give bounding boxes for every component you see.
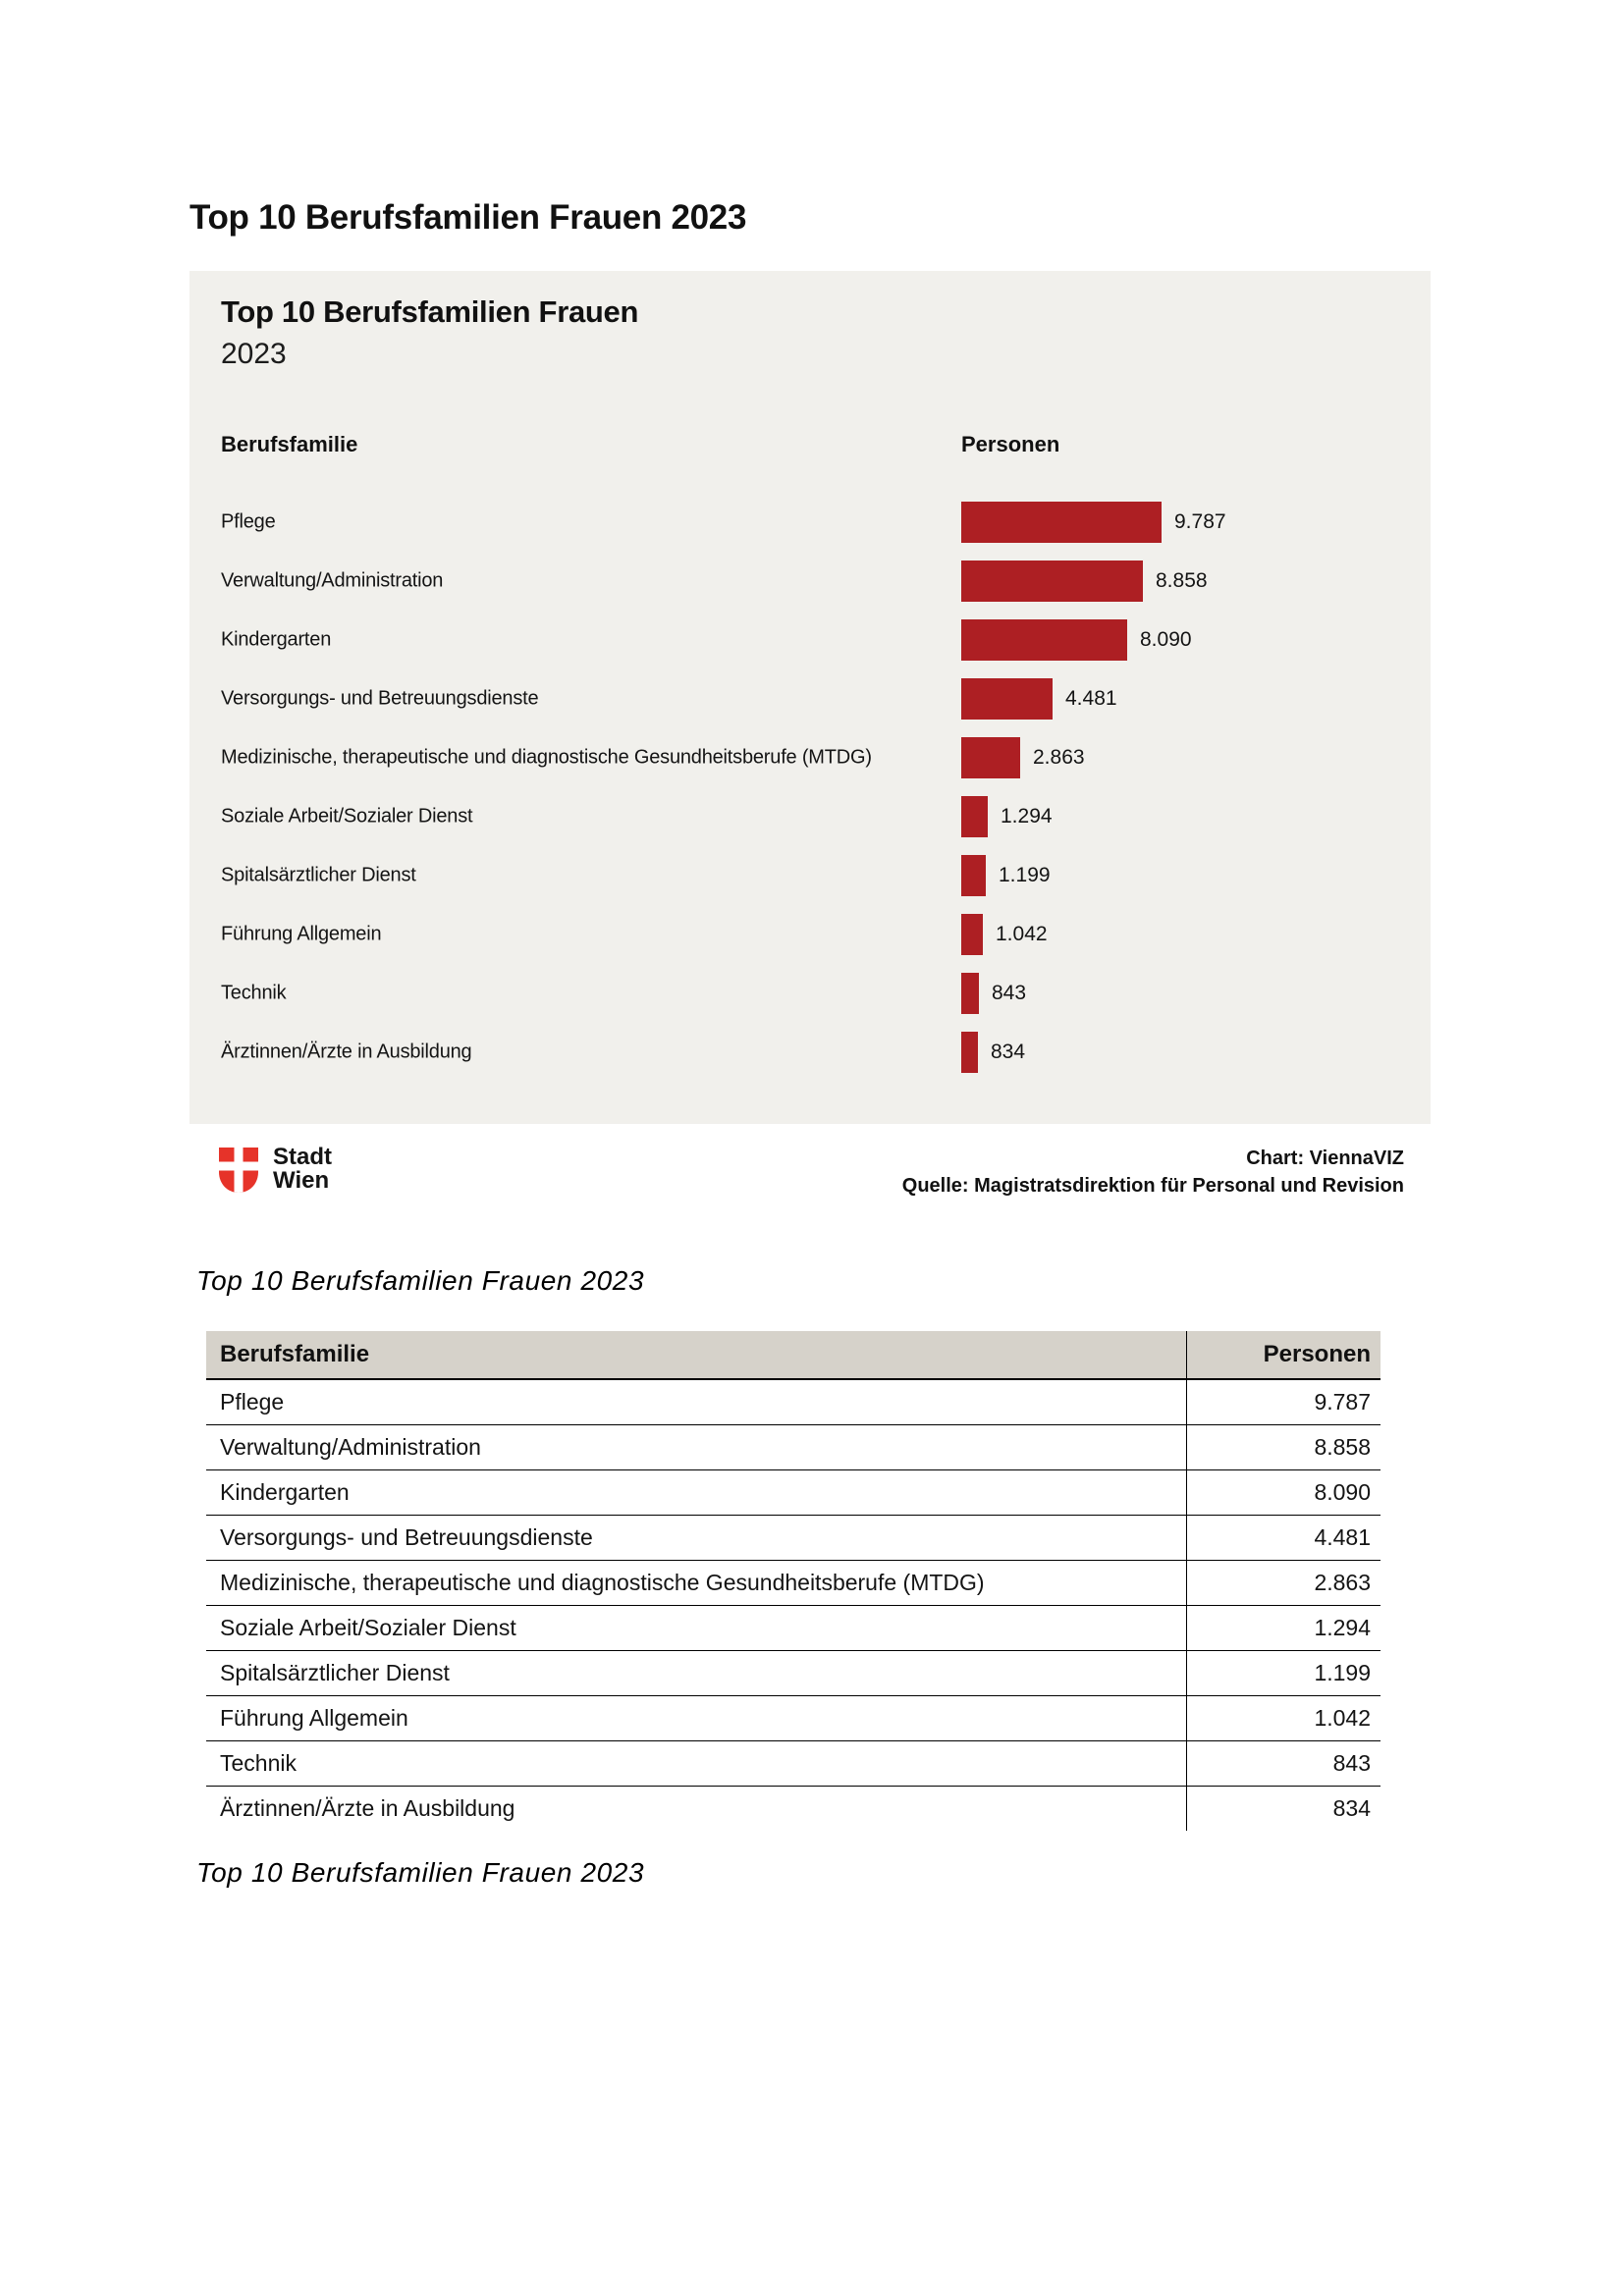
chart-row-label: Verwaltung/Administration: [221, 569, 444, 592]
table-row: [206, 1740, 1380, 1786]
table-cell-berufsfamilie: Pflege: [206, 1379, 1186, 1424]
chart-bar-value: 9.787: [1174, 510, 1226, 533]
chart-row: [189, 611, 1431, 669]
table-cell-berufsfamilie: Spitalsärztlicher Dienst: [206, 1650, 1186, 1695]
chart-col-berufsfamilie: Berufsfamilie: [221, 432, 358, 456]
table-cell-berufsfamilie: Medizinische, therapeutische und diagnostische Gesundheitsberufe (MTDG): [206, 1560, 1186, 1605]
chart-row-label: Technik: [221, 982, 287, 1004]
chart-card: [189, 271, 1431, 1124]
table-cell-berufsfamilie: Soziale Arbeit/Sozialer Dienst: [206, 1605, 1186, 1650]
chart-row-label: Ärztinnen/Ärzte in Ausbildung: [221, 1041, 472, 1063]
chart-row: [189, 493, 1431, 552]
table-cell-personen: 1.199: [1186, 1650, 1380, 1695]
logo-text-line2: Wien: [273, 1167, 330, 1194]
chart-row: [189, 787, 1431, 846]
caption-top: Top 10 Berufsfamilien Frauen 2023: [196, 1265, 645, 1296]
table-row: [206, 1786, 1380, 1831]
chart-bar: [961, 855, 986, 896]
stadt-wien-wordmark: [273, 1146, 332, 1193]
chart-bar-value: 2.863: [1033, 746, 1085, 769]
table-cell-personen: 8.090: [1186, 1469, 1380, 1515]
chart-bar-value: 8.858: [1156, 569, 1208, 592]
table-row: [206, 1695, 1380, 1740]
table-row: [206, 1560, 1380, 1605]
chart-bar: [961, 973, 979, 1014]
table-cell-personen: 843: [1186, 1740, 1380, 1786]
chart-bar-value: 834: [991, 1041, 1026, 1063]
chart-bar: [961, 561, 1143, 602]
chart-bar: [961, 1032, 978, 1073]
credit-data-source: Quelle: Magistratsdirektion für Personal und Revision: [901, 1175, 1404, 1197]
chart-row-label: Kindergarten: [221, 628, 332, 651]
table-row: [206, 1379, 1380, 1424]
chart-rows: [189, 493, 1431, 1082]
table-cell-personen: 8.858: [1186, 1424, 1380, 1469]
table-row: [206, 1605, 1380, 1650]
chart-subtitle: 2023: [221, 338, 287, 370]
chart-row: [189, 905, 1431, 964]
table-header-berufsfamilie: Berufsfamilie: [206, 1331, 1186, 1379]
table-row: [206, 1424, 1380, 1469]
chart-row-label: Pflege: [221, 510, 276, 533]
chart-row: [189, 1023, 1431, 1082]
table-cell-berufsfamilie: Ärztinnen/Ärzte in Ausbildung: [206, 1786, 1186, 1831]
chart-row: [189, 846, 1431, 905]
table-cell-personen: 1.042: [1186, 1695, 1380, 1740]
chart-row: [189, 552, 1431, 611]
table-cell-personen: 2.863: [1186, 1560, 1380, 1605]
table-row: [206, 1469, 1380, 1515]
stadt-wien-logo: [218, 1145, 473, 1201]
chart-bar-value: 1.199: [999, 864, 1051, 886]
chart-row: [189, 728, 1431, 787]
chart-bar-value: 4.481: [1065, 687, 1117, 710]
chart-bar-value: 843: [992, 982, 1027, 1004]
chart-bar: [961, 619, 1127, 661]
chart-row-label: Medizinische, therapeutische und diagnostische Gesundheitsberufe (MTDG): [221, 746, 872, 769]
table-row: [206, 1515, 1380, 1560]
caption-bottom: Top 10 Berufsfamilien Frauen 2023: [196, 1857, 645, 1888]
table-row: [206, 1650, 1380, 1695]
table-header-row: [206, 1331, 1380, 1379]
table-cell-berufsfamilie: Verwaltung/Administration: [206, 1424, 1186, 1469]
chart-bar: [961, 678, 1053, 720]
table-cell-berufsfamilie: Versorgungs- und Betreuungsdienste: [206, 1515, 1186, 1560]
chart-bar: [961, 796, 988, 837]
chart-bar-value: 1.294: [1001, 805, 1053, 828]
chart-credits: [902, 1145, 1404, 1200]
data-table: [206, 1331, 1380, 1831]
chart-col-personen: Personen: [961, 432, 1060, 456]
chart-column-headers: [189, 432, 1431, 461]
wien-shield-icon: [218, 1147, 259, 1194]
chart-row-label: Versorgungs- und Betreuungsdienste: [221, 687, 539, 710]
table-cell-personen: 834: [1332, 1794, 1371, 1821]
page-title: Top 10 Berufsfamilien Frauen 2023: [189, 198, 747, 237]
table-cell-berufsfamilie: Kindergarten: [206, 1469, 1186, 1515]
chart-title: Top 10 Berufsfamilien Frauen: [221, 294, 639, 329]
chart-bar: [961, 502, 1162, 543]
table-cell-personen: 9.787: [1186, 1379, 1380, 1424]
chart-row-label: Spitalsärztlicher Dienst: [221, 864, 416, 886]
chart-row: [189, 669, 1431, 728]
table-cell-personen: 4.481: [1186, 1515, 1380, 1560]
chart-bar-value: 1.042: [996, 923, 1048, 945]
table-cell-berufsfamilie: Technik: [206, 1740, 1186, 1786]
logo-text-line1: Stadt: [273, 1144, 332, 1170]
chart-bar: [961, 737, 1020, 778]
chart-bar: [961, 914, 983, 955]
table-cell-berufsfamilie: Führung Allgemein: [206, 1695, 1186, 1740]
chart-row-label: Soziale Arbeit/Sozialer Dienst: [221, 805, 473, 828]
chart-row: [189, 964, 1431, 1023]
chart-bar-value: 8.090: [1140, 628, 1192, 651]
table-header-personen: Personen: [1186, 1331, 1380, 1379]
chart-row-label: Führung Allgemein: [221, 923, 382, 945]
table-cell-personen: 1.294: [1186, 1605, 1380, 1650]
credit-chart-source: Chart: ViennaVIZ: [1246, 1148, 1404, 1169]
